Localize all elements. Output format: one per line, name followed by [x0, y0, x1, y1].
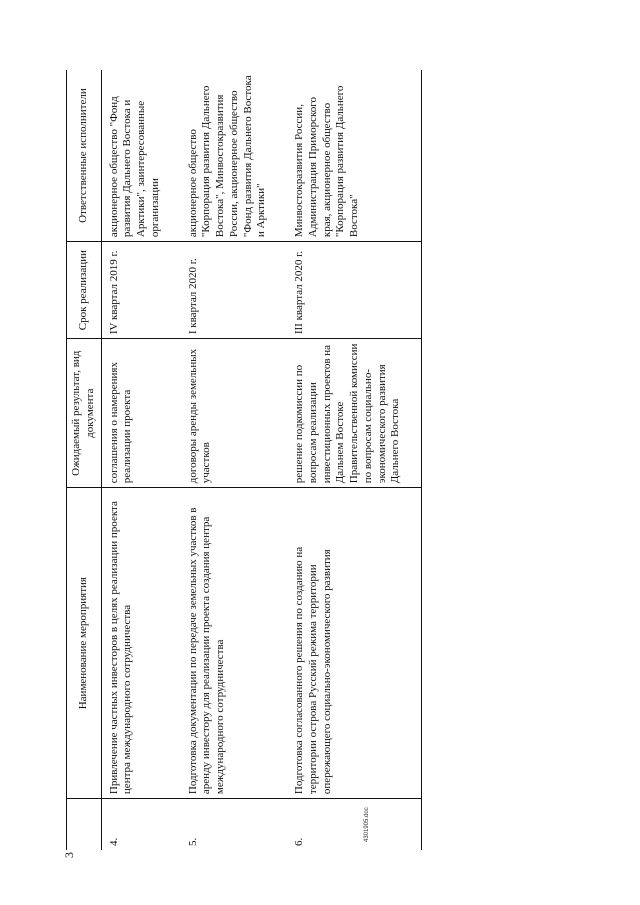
- header-result: Ожидаемый результат, вид документа: [67, 339, 102, 488]
- row-num: 5.: [186, 837, 199, 846]
- row-result: договоры аренды земельных участков: [181, 339, 288, 488]
- header-name: Наименование мероприятия: [67, 488, 102, 799]
- header-row: [67, 70, 102, 850]
- row-num: 4.: [107, 837, 120, 846]
- row-executors: Минвостокразвития России, Администрация Приморского края, акционерное общество "Корпорация развития Дальнего Востока": [287, 70, 422, 242]
- header-term: Срок реализации: [67, 242, 102, 339]
- row-executors: акционерное общество "Фонд развития Дальнего Востока и Арктики", заинтересованные организации: [101, 70, 181, 242]
- row-result: соглашения о намерениях реализации проекта: [101, 339, 181, 488]
- page-number: 3: [62, 852, 76, 858]
- row-term: I квартал 2020 г.: [181, 242, 288, 339]
- row-executors: акционерное общество "Корпорация развития Дальнего Востока", Минвостокразвития России, акционерное общество "Фонд развития Дальнего Востока и Арктики": [181, 70, 288, 242]
- table-row: [287, 70, 422, 850]
- row-name: Привлечение частных инвесторов в целях реализации проекта центра международного сотрудничества: [101, 488, 181, 799]
- row-term: III квартал 2020 г.: [287, 242, 422, 339]
- document-footer: 4301905.doc: [364, 807, 370, 842]
- row-name: Подготовка согласованного решения по созданию на территории острова Русский режима территории опережающего социально-экономического развития: [287, 488, 422, 799]
- header-executors: Ответственные исполнители: [67, 70, 102, 242]
- header-num: [67, 799, 102, 850]
- table-row: [101, 70, 181, 850]
- row-name: Подготовка документации по передаче земельных участков в аренду инвестору для реализации проекта создания центра международного сотрудничества: [181, 488, 288, 799]
- measures-table: [66, 70, 422, 850]
- table-row: [181, 70, 288, 850]
- row-term: IV квартал 2019 г.: [101, 242, 181, 339]
- rotated-page: [52, 60, 402, 860]
- row-result: решение подкомиссии по вопросам реализации инвестиционных проектов на Дальнем Востоке Правительственной комиссии по вопросам социально-экономического развития Дальнего Востока: [287, 339, 422, 488]
- row-num: 6.: [287, 799, 422, 850]
